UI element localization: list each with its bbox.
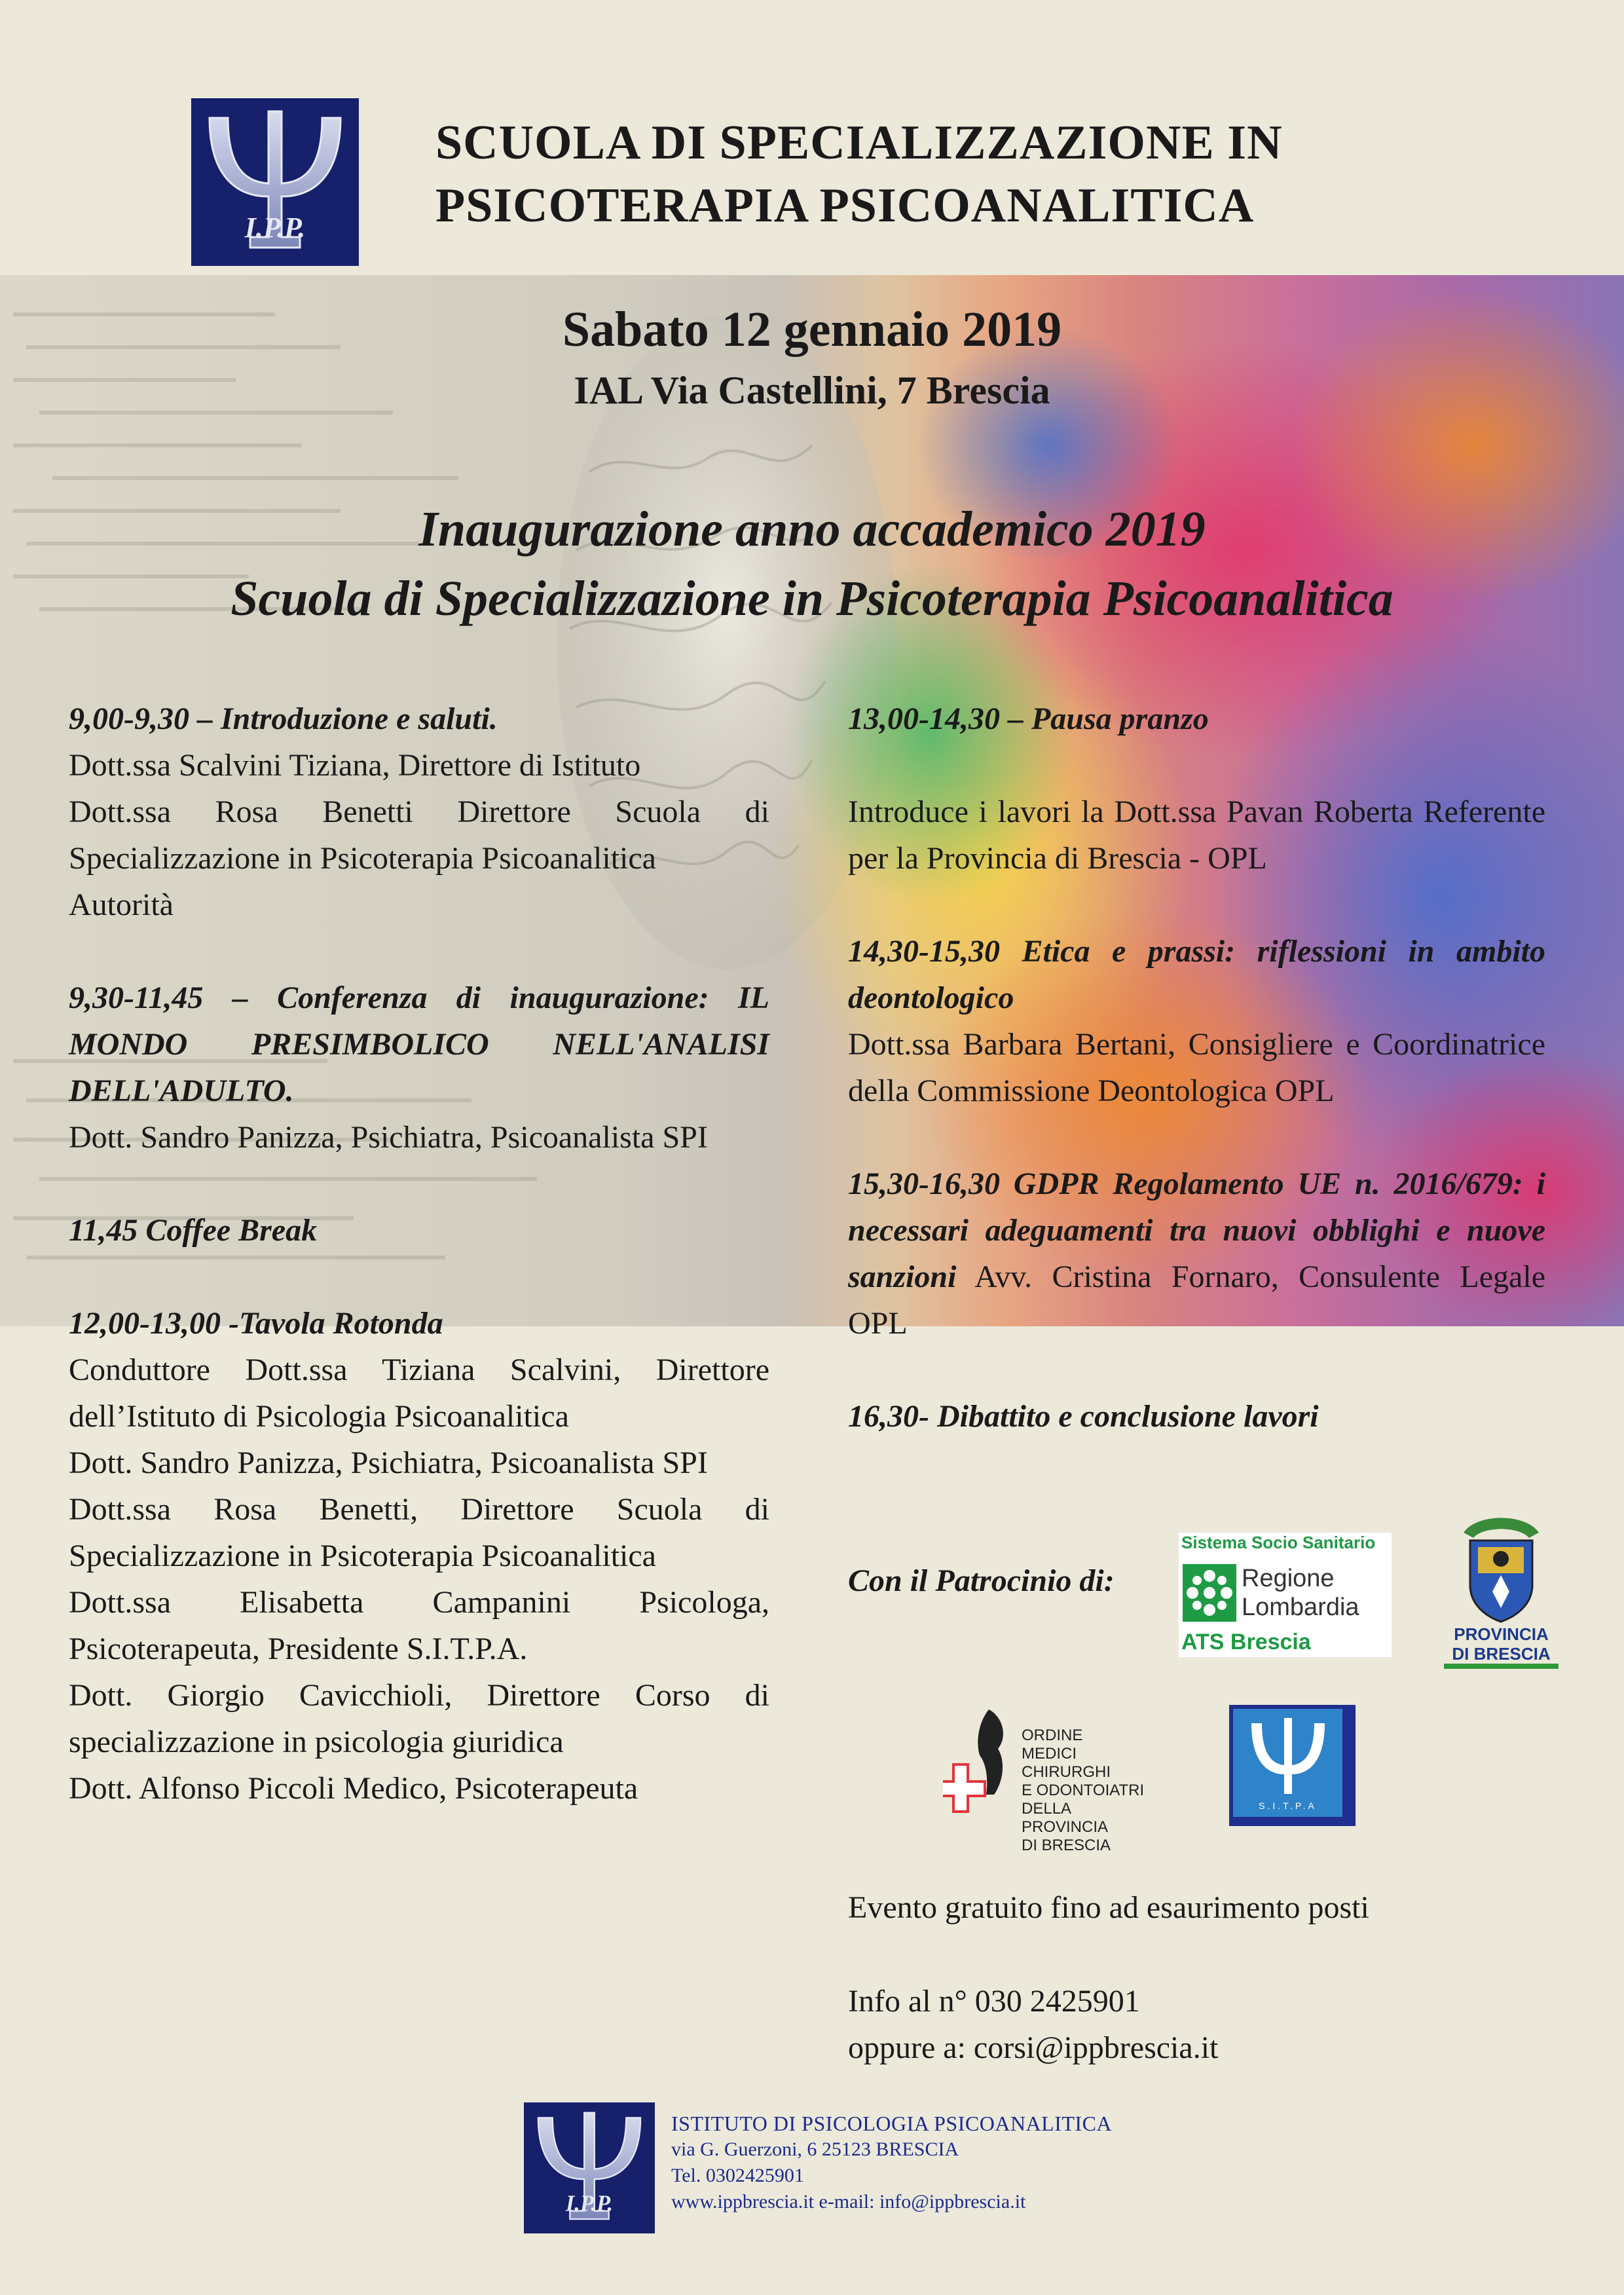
provincia-label-line2: DI BRESCIA bbox=[1452, 1644, 1551, 1664]
ipp-logo bbox=[191, 98, 359, 266]
program-right-column bbox=[848, 696, 1545, 1440]
provincia-brescia-logo bbox=[1444, 1506, 1559, 1670]
svg-text:I.P.P.: I.P.P. bbox=[244, 212, 306, 244]
sitpa-label: S.I.T.P.A bbox=[1259, 1801, 1317, 1811]
svg-text:I.P.P.: I.P.P. bbox=[565, 2191, 614, 2216]
ordine-label-line2: MEDICI CHIRURGHI bbox=[1022, 1745, 1111, 1781]
free-event-note: Evento gratuito fino ad esaurimento posti bbox=[848, 1890, 1369, 1925]
event-subtitle-line2: Scuola di Specializzazione in Psicoterapia Psicoanalitica bbox=[231, 571, 1393, 626]
lombardia-rose-icon bbox=[1183, 1564, 1236, 1622]
sitpa-logo bbox=[1229, 1705, 1356, 1826]
psi-icon bbox=[1233, 1709, 1342, 1801]
provincia-label bbox=[1444, 1624, 1559, 1669]
ats-brescia-label: ATS Brescia bbox=[1181, 1630, 1311, 1654]
sitpa-logo-panel bbox=[1233, 1709, 1342, 1817]
event-subtitle-line1: Inaugurazione anno accademico 2019 bbox=[418, 502, 1206, 557]
session-gdpr-title: 15,30-16,30 GDPR Regolamento UE n. 2016/679: i necessari adeguamenti tra nuovi obblighi e nuove sanzioni bbox=[848, 1166, 1545, 1294]
info-phone: Info al n° 030 2425901 bbox=[848, 1984, 1140, 2019]
lombardia-system-label: Sistema Socio Sanitario bbox=[1181, 1533, 1376, 1552]
psi-icon bbox=[191, 98, 359, 266]
event-venue: IAL Via Castellini, 7 Brescia bbox=[574, 369, 1050, 412]
session-afternoon-intro: Introduce i lavori la Dott.ssa Pavan Roberta Referente per la Provincia di Brescia - OPL bbox=[848, 794, 1545, 876]
roundtable-speaker-3: Dott.ssa Rosa Benetti, Direttore Scuola di Specializzazione in Psicoterapia Psicoanalitica bbox=[69, 1492, 769, 1573]
coat-of-arms-icon bbox=[1444, 1506, 1559, 1623]
provincia-label-line1: PROVINCIA bbox=[1454, 1624, 1549, 1644]
footer-contact bbox=[671, 2110, 1112, 2215]
session-conference-speaker: Dott. Sandro Panizza, Psichiatra, Psicoanalista SPI bbox=[69, 1120, 708, 1155]
session-intro-speaker-2: Dott.ssa Rosa Benetti Direttore Scuola di Specializzazione in Psicoterapia Psicoanalitica bbox=[69, 794, 769, 876]
session-gdpr bbox=[848, 1161, 1545, 1347]
patronage-label: Con il Patrocinio di: bbox=[848, 1563, 1115, 1598]
ordine-medici-logo bbox=[943, 1703, 1159, 1854]
session-closing-title: 16,30- Dibattito e conclusione lavori bbox=[848, 1399, 1319, 1434]
event-subtitle bbox=[0, 494, 1624, 633]
lombardia-name-line2: Lombardia bbox=[1242, 1594, 1359, 1621]
header-title-line2: PSICOTERAPIA PSICOANALITICA bbox=[435, 179, 1255, 233]
session-intro-title: 9,00-9,30 – Introduzione e saluti. bbox=[69, 701, 498, 736]
lombardia-name bbox=[1242, 1564, 1359, 1622]
footer-web-email: www.ippbrescia.it e-mail: info@ippbrescia.it bbox=[671, 2191, 1026, 2212]
footer-institute-name: ISTITUTO DI PSICOLOGIA PSICOANALITICA bbox=[671, 2112, 1113, 2135]
session-conference-title: 9,30-11,45 – Conferenza di inaugurazione: IL MONDO PRESIMBOLICO NELL'ANALISI DELL'ADULTO. bbox=[69, 980, 769, 1108]
roundtable-speaker-2: Dott. Sandro Panizza, Psichiatra, Psicoanalista SPI bbox=[69, 1446, 708, 1480]
event-date: Sabato 12 gennaio 2019 bbox=[562, 302, 1062, 357]
session-gdpr-speaker: Avv. Cristina Fornaro, Consulente Legale OPL bbox=[848, 1259, 1545, 1341]
session-coffee-break: 11,45 Coffee Break bbox=[69, 1213, 318, 1248]
program-left-column bbox=[69, 696, 769, 1812]
header-title bbox=[435, 111, 1549, 237]
session-lunch-title: 13,00-14,30 – Pausa pranzo bbox=[848, 701, 1209, 736]
roundtable-speaker-4: Dott.ssa Elisabetta Campanini Psicologa, Psicoterapeuta, Presidente S.I.T.P.A. bbox=[69, 1585, 769, 1666]
session-roundtable-title: 12,00-13,00 -Tavola Rotonda bbox=[69, 1306, 443, 1341]
roundtable-speaker-1: Conduttore Dott.ssa Tiziana Scalvini, Direttore dell’Istituto di Psicologia Psicoanalitica bbox=[69, 1353, 769, 1434]
session-intro-speaker-3: Autorità bbox=[69, 887, 174, 922]
roundtable-speaker-6: Dott. Alfonso Piccoli Medico, Psicoterapeuta bbox=[69, 1771, 638, 1806]
ordine-label-line3: E ODONTOIATRI bbox=[1022, 1782, 1145, 1799]
angel-cross-icon bbox=[943, 1703, 1022, 1821]
session-ethics-title: 14,30-15,30 Etica e prassi: riflessioni in ambito deontologico bbox=[848, 934, 1545, 1015]
footer-tel: Tel. 0302425901 bbox=[671, 2165, 804, 2186]
info-email: oppure a: corsi@ippbrescia.it bbox=[848, 2030, 1219, 2065]
ordine-label bbox=[1022, 1726, 1159, 1855]
lombardia-name-line1: Regione bbox=[1242, 1565, 1335, 1592]
session-ethics-speaker: Dott.ssa Barbara Bertani, Consigliere e Coordinatrice della Commissione Deontologica OPL bbox=[848, 1027, 1545, 1108]
psi-icon bbox=[524, 2102, 655, 2233]
ordine-label-line5: DI BRESCIA bbox=[1022, 1837, 1111, 1854]
roundtable-speaker-5: Dott. Giorgio Cavicchioli, Direttore Corso di specializzazione in psicologia giuridica bbox=[69, 1678, 769, 1759]
ordine-label-line4: DELLA PROVINCIA bbox=[1022, 1800, 1109, 1836]
footer-address: via G. Guerzoni, 6 25123 BRESCIA bbox=[671, 2138, 959, 2160]
header-title-line1: SCUOLA DI SPECIALIZZAZIONE IN bbox=[435, 116, 1283, 170]
ordine-label-line1: ORDINE bbox=[1022, 1726, 1083, 1744]
session-intro-speaker-1: Dott.ssa Scalvini Tiziana, Direttore di Istituto bbox=[69, 748, 641, 783]
footer-ipp-logo bbox=[524, 2102, 655, 2233]
regione-lombardia-logo bbox=[1179, 1533, 1392, 1657]
